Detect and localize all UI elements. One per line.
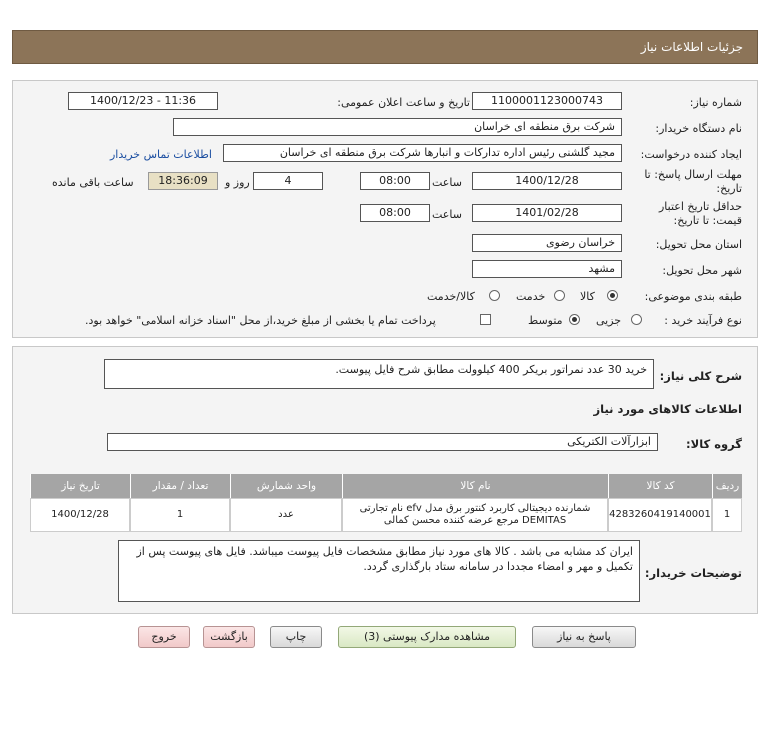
need-number-label: شماره نیاز: bbox=[689, 96, 742, 109]
province-field: خراسان رضوی bbox=[472, 234, 622, 252]
deadline-label-2: تاریخ: bbox=[716, 182, 742, 195]
goods-group-label: گروه کالا: bbox=[686, 437, 742, 451]
category-option-goods: کالا bbox=[580, 290, 595, 303]
validity-date-field: 1401/02/28 bbox=[472, 204, 622, 222]
summary-label: شرح کلی نیاز: bbox=[659, 369, 742, 383]
cell-qty: 1 bbox=[130, 498, 230, 532]
category-option-service: خدمت bbox=[516, 290, 546, 303]
cell-unit: عدد bbox=[230, 498, 342, 532]
announce-label: تاریخ و ساعت اعلان عمومی: bbox=[337, 96, 470, 109]
city-label: شهر محل تحویل: bbox=[662, 264, 742, 277]
announce-date-field: 1400/12/23 - 11:36 bbox=[68, 92, 218, 110]
goods-group-field: ابزارآلات الکتریکی bbox=[107, 433, 658, 451]
days-label: روز و bbox=[225, 176, 250, 189]
deadline-date-field: 1400/12/28 bbox=[472, 172, 622, 190]
category-radio-both[interactable] bbox=[489, 290, 500, 301]
deadline-label: مهلت ارسال پاسخ: تا bbox=[644, 168, 742, 181]
buyer-field: شرکت برق منطقه ای خراسان bbox=[173, 118, 622, 136]
attachments-button[interactable]: مشاهده مدارک پیوستی (3) bbox=[338, 626, 516, 648]
category-label: طبقه بندی موضوعی: bbox=[644, 290, 742, 303]
cell-row: 1 bbox=[712, 498, 742, 532]
remaining-label: ساعت باقی مانده bbox=[52, 176, 134, 189]
validity-time-field: 08:00 bbox=[360, 204, 430, 222]
col-header-date: تاریخ نیاز bbox=[30, 474, 130, 498]
need-number-field: 1100001123000743 bbox=[472, 92, 622, 110]
col-header-unit: واحد شمارش bbox=[230, 474, 342, 498]
col-header-qty: تعداد / مقدار bbox=[130, 474, 230, 498]
buyer-contact-link[interactable]: اطلاعات تماس خریدار bbox=[110, 148, 212, 161]
col-header-code: کد کالا bbox=[608, 474, 712, 498]
page-title: جزئیات اطلاعات نیاز bbox=[640, 40, 743, 54]
validity-label: حداقل تاریخ اعتبار bbox=[658, 200, 742, 213]
requester-label: ایجاد کننده درخواست: bbox=[640, 148, 742, 161]
validity-time-label: ساعت bbox=[432, 208, 462, 221]
cell-code: 4283260419140001 bbox=[608, 498, 712, 532]
cell-date: 1400/12/28 bbox=[30, 498, 130, 532]
process-radio-minor[interactable] bbox=[631, 314, 642, 325]
deadline-time-field: 08:00 bbox=[360, 172, 430, 190]
col-header-name: نام کالا bbox=[342, 474, 608, 498]
goods-table bbox=[30, 474, 742, 532]
buyer-notes-field: ایران کد مشابه می باشد . کالا های مورد نیاز مطابق مشخصات فایل پیوست میباشد. فایل های پیوست پس از تکمیل و مهر و امضاء مجددا در سامانه ستاد بارگذاری گردد. bbox=[118, 540, 640, 602]
city-field: مشهد bbox=[472, 260, 622, 278]
reply-button[interactable]: پاسخ به نیاز bbox=[532, 626, 636, 648]
process-option-minor: جزیی bbox=[596, 314, 622, 327]
back-button[interactable]: بازگشت bbox=[203, 626, 255, 648]
category-radio-service[interactable] bbox=[554, 290, 565, 301]
summary-field: خرید 30 عدد نمراتور بریکر 400 کیلوولت مطابق شرح فایل پیوست. bbox=[104, 359, 654, 389]
treasury-payment-note: پرداخت تمام یا بخشی از مبلغ خرید،از محل "اسناد خزانه اسلامی" خواهد بود. bbox=[85, 314, 436, 327]
goods-section-title: اطلاعات کالاهای مورد نیاز bbox=[593, 402, 742, 416]
validity-label-2: قیمت: تا تاریخ: bbox=[673, 214, 742, 227]
remaining-time-field: 18:36:09 bbox=[148, 172, 218, 190]
process-option-medium: متوسط bbox=[528, 314, 563, 327]
exit-button[interactable]: خروج bbox=[138, 626, 190, 648]
category-option-both: کالا/خدمت bbox=[427, 290, 475, 303]
days-field: 4 bbox=[253, 172, 323, 190]
page-header bbox=[12, 30, 758, 64]
process-label: نوع فرآیند خرید : bbox=[664, 314, 742, 327]
requester-field: مجید گلشنی رئیس اداره تدارکات و انبارها شرکت برق منطقه ای خراسان bbox=[223, 144, 622, 162]
buyer-label: نام دستگاه خریدار: bbox=[655, 122, 742, 135]
category-radio-goods[interactable] bbox=[607, 290, 618, 301]
treasury-payment-checkbox[interactable] bbox=[480, 314, 491, 325]
col-header-row: ردیف bbox=[712, 474, 742, 498]
deadline-time-label: ساعت bbox=[432, 176, 462, 189]
province-label: استان محل تحویل: bbox=[655, 238, 742, 251]
process-radio-medium[interactable] bbox=[569, 314, 580, 325]
print-button[interactable]: چاپ bbox=[270, 626, 322, 648]
buyer-notes-label: توضیحات خریدار: bbox=[644, 566, 742, 580]
cell-name: شمارنده دیجیتالی کاربرد کنتور برق مدل efv نام تجارتی DEMITAS مرجع عرضه کننده محسن کمالی bbox=[342, 498, 608, 532]
